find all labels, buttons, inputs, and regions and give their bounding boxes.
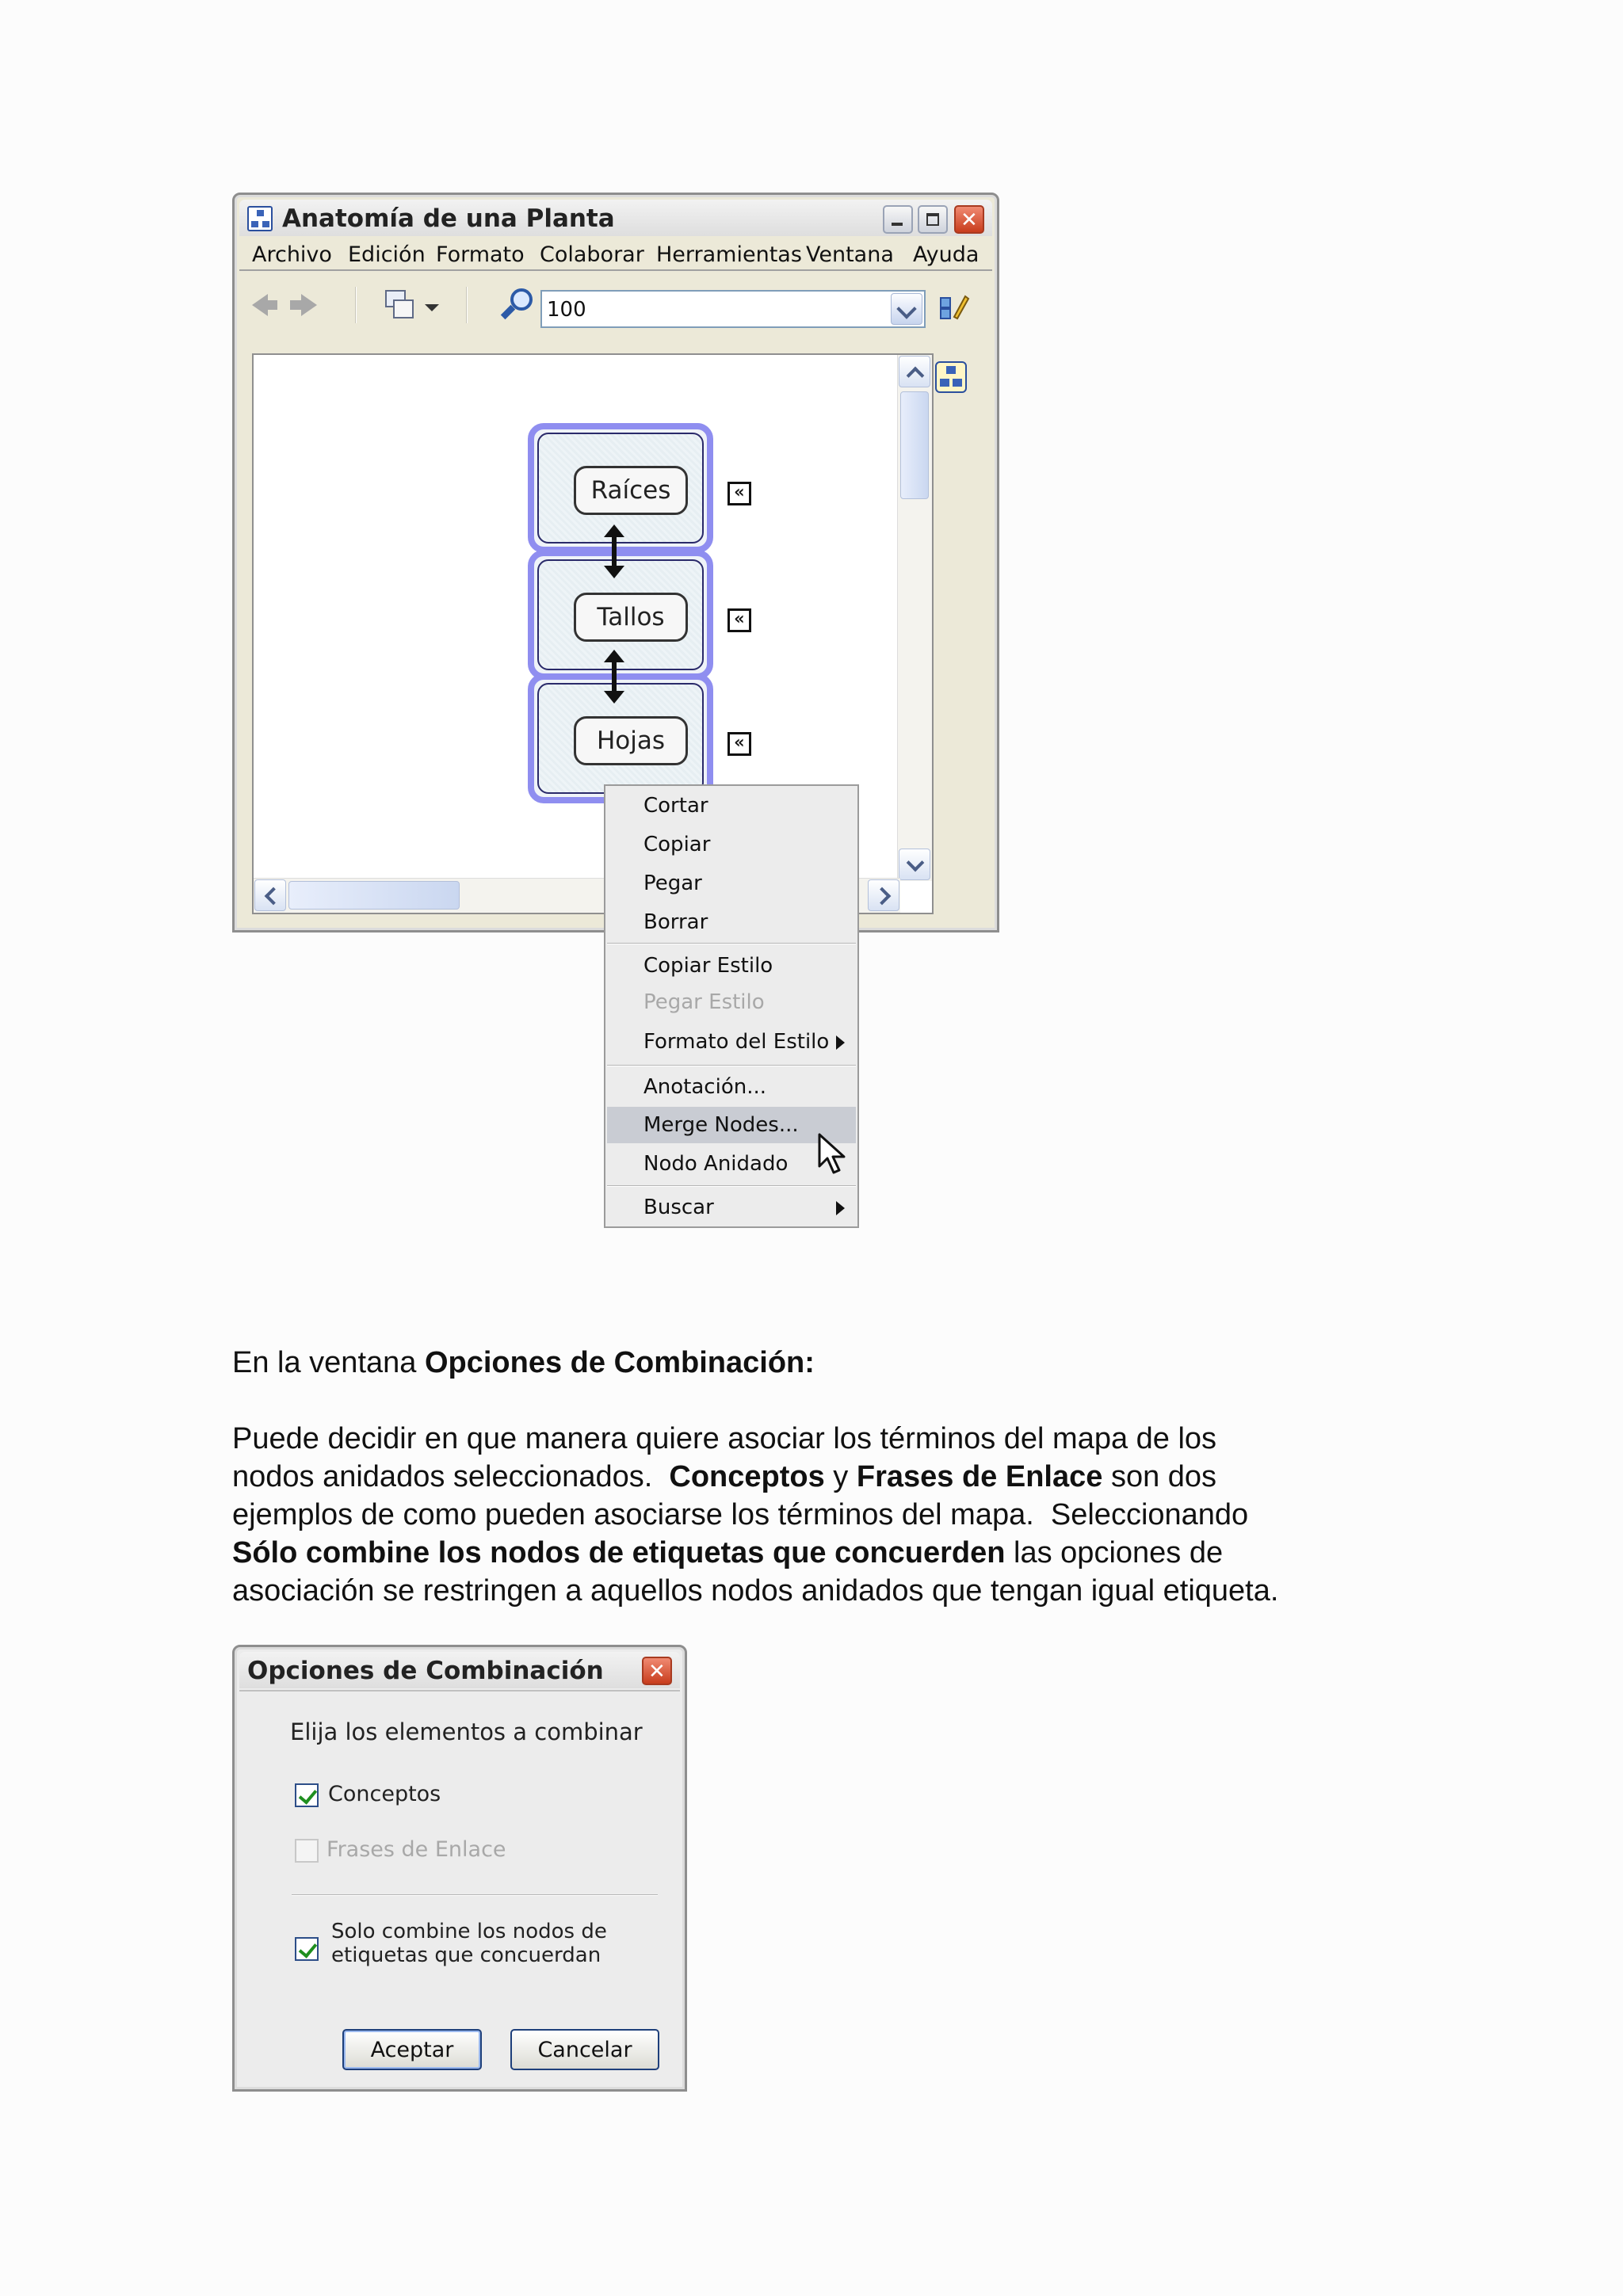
horizontal-scroll-thumb[interactable]: [288, 881, 460, 910]
submenu-arrow-icon: [836, 1035, 845, 1050]
zoom-dropdown-icon[interactable]: [891, 293, 922, 325]
menu-item-label: Buscar: [643, 1196, 714, 1219]
menu-colaborar[interactable]: Colaborar: [540, 242, 644, 267]
menu-item-label: Formato del Estilo: [643, 1030, 830, 1054]
view-dropdown-icon[interactable]: [425, 304, 439, 311]
dialog-prompt: Elija los elementos a combinar: [290, 1718, 643, 1745]
scroll-right-icon[interactable]: [868, 879, 899, 911]
body-line-3: ejemplos de como pueden asociarse los términos del mapa. Seleccionando: [232, 1498, 1249, 1531]
maximize-button[interactable]: [918, 205, 948, 234]
menu-separator: [607, 1065, 856, 1066]
maximize-icon: [926, 213, 939, 226]
body-line-2: [232, 1458, 1216, 1496]
checkbox-conceptos[interactable]: [295, 1783, 319, 1807]
minimize-button[interactable]: [883, 205, 913, 234]
label-solo-combine-2[interactable]: etiquetas que concuerdan: [331, 1943, 601, 1967]
label-frases-enlace: Frases de Enlace: [327, 1837, 506, 1862]
close-button[interactable]: [954, 205, 984, 234]
cmap-app-icon: [247, 206, 273, 231]
merge-options-dialog: [232, 1645, 687, 2092]
zoom-combo[interactable]: [540, 290, 926, 328]
close-icon: ✕: [960, 208, 978, 232]
aceptar-button[interactable]: Aceptar: [342, 2029, 482, 2070]
view-select-icon[interactable]: [385, 290, 417, 322]
menu-item-merge-nodes[interactable]: Merge Nodes...: [607, 1107, 856, 1143]
menu-item-pegar[interactable]: Pegar: [643, 871, 702, 895]
window-titlebar[interactable]: [239, 200, 992, 236]
text-span: nodos anidados seleccionados.: [232, 1460, 670, 1493]
body-line-4: [232, 1534, 1223, 1572]
text-span: las opciones de: [1005, 1536, 1224, 1569]
text-span: y: [824, 1460, 857, 1493]
zoom-icon[interactable]: [501, 287, 536, 322]
menu-herramientas[interactable]: Herramientas: [656, 242, 802, 267]
menu-item-copiar[interactable]: Copiar: [643, 833, 711, 856]
collapse-icon[interactable]: «: [727, 482, 751, 505]
submenu-arrow-icon: [836, 1201, 845, 1215]
menu-ventana[interactable]: Ventana: [806, 242, 894, 267]
close-icon: ✕: [648, 1660, 666, 1684]
concept-hojas[interactable]: Hojas: [574, 716, 688, 765]
checkbox-frases-enlace: [295, 1839, 319, 1863]
menu-bar: [239, 239, 992, 271]
toolbar-separator: [466, 287, 468, 323]
label-conceptos[interactable]: Conceptos: [328, 1782, 441, 1806]
menu-separator: [607, 1185, 856, 1187]
menu-item-borrar[interactable]: Borrar: [643, 910, 708, 934]
heading-paragraph: [232, 1344, 815, 1382]
menu-item-cortar[interactable]: Cortar: [643, 794, 708, 818]
menu-separator: [607, 943, 856, 944]
heading-prefix: En la ventana: [232, 1346, 425, 1379]
link-arrow[interactable]: [612, 532, 617, 570]
menu-item-nodo-anidado[interactable]: Nodo Anidado: [643, 1152, 789, 1176]
term-conceptos: Conceptos: [669, 1460, 825, 1493]
term-solo-combine: Sólo combine los nodos de etiquetas que concuerden: [232, 1536, 1006, 1569]
nested-node-icon[interactable]: [935, 361, 967, 393]
menu-formato[interactable]: Formato: [436, 242, 525, 267]
menu-item-anotacion[interactable]: Anotación...: [643, 1075, 766, 1099]
back-arrow-icon[interactable]: [252, 294, 268, 316]
menu-ayuda[interactable]: Ayuda: [913, 242, 980, 267]
minimize-icon: [892, 223, 903, 226]
toolbar-separator: [355, 287, 357, 323]
menu-item-copiar-estilo[interactable]: Copiar Estilo: [643, 954, 773, 978]
label-solo-combine-1[interactable]: Solo combine los nodos de: [331, 1920, 607, 1943]
vertical-scroll-thumb[interactable]: [900, 391, 929, 499]
concept-tallos[interactable]: Tallos: [574, 593, 688, 642]
mouse-cursor-icon: [818, 1133, 850, 1179]
body-line-5: asociación se restringen a aquellos nodos anidados que tengan igual etiqueta.: [232, 1574, 1279, 1608]
scroll-left-icon[interactable]: [254, 879, 286, 911]
zoom-value: 100: [547, 298, 586, 322]
menu-item-formato-estilo[interactable]: [607, 1024, 856, 1060]
heading-bold: Opciones de Combinación:: [424, 1346, 815, 1379]
text-span: son dos: [1102, 1460, 1217, 1493]
dialog-close-button[interactable]: [642, 1657, 672, 1685]
menu-item-pegar-estilo: Pegar Estilo: [643, 990, 765, 1014]
style-edit-icon[interactable]: [938, 290, 970, 322]
dialog-titlebar[interactable]: [239, 1652, 680, 1688]
cancelar-button[interactable]: Cancelar: [510, 2029, 659, 2070]
menu-edicion[interactable]: Edición: [348, 242, 426, 267]
menu-archivo[interactable]: Archivo: [252, 242, 332, 267]
vertical-scrollbar[interactable]: [897, 355, 932, 881]
menu-item-buscar[interactable]: [607, 1189, 856, 1226]
collapse-icon[interactable]: «: [727, 732, 751, 756]
collapse-icon[interactable]: «: [727, 608, 751, 632]
term-frases-enlace: Frases de Enlace: [856, 1460, 1103, 1493]
dialog-body: [239, 1690, 680, 2084]
body-line-1: Puede decidir en que manera quiere asociar los términos del mapa de los: [232, 1422, 1217, 1455]
window-title: Anatomía de una Planta: [282, 204, 615, 233]
checkbox-solo-combine[interactable]: [295, 1937, 319, 1961]
link-arrow[interactable]: [612, 658, 617, 696]
scroll-down-icon[interactable]: [899, 849, 930, 880]
forward-arrow-icon[interactable]: [301, 294, 317, 316]
dialog-separator: [292, 1894, 658, 1896]
toolbar: [239, 273, 992, 338]
scroll-up-icon[interactable]: [899, 356, 930, 387]
concept-raices[interactable]: Raíces: [574, 466, 688, 515]
dialog-title: Opciones de Combinación: [247, 1657, 604, 1685]
